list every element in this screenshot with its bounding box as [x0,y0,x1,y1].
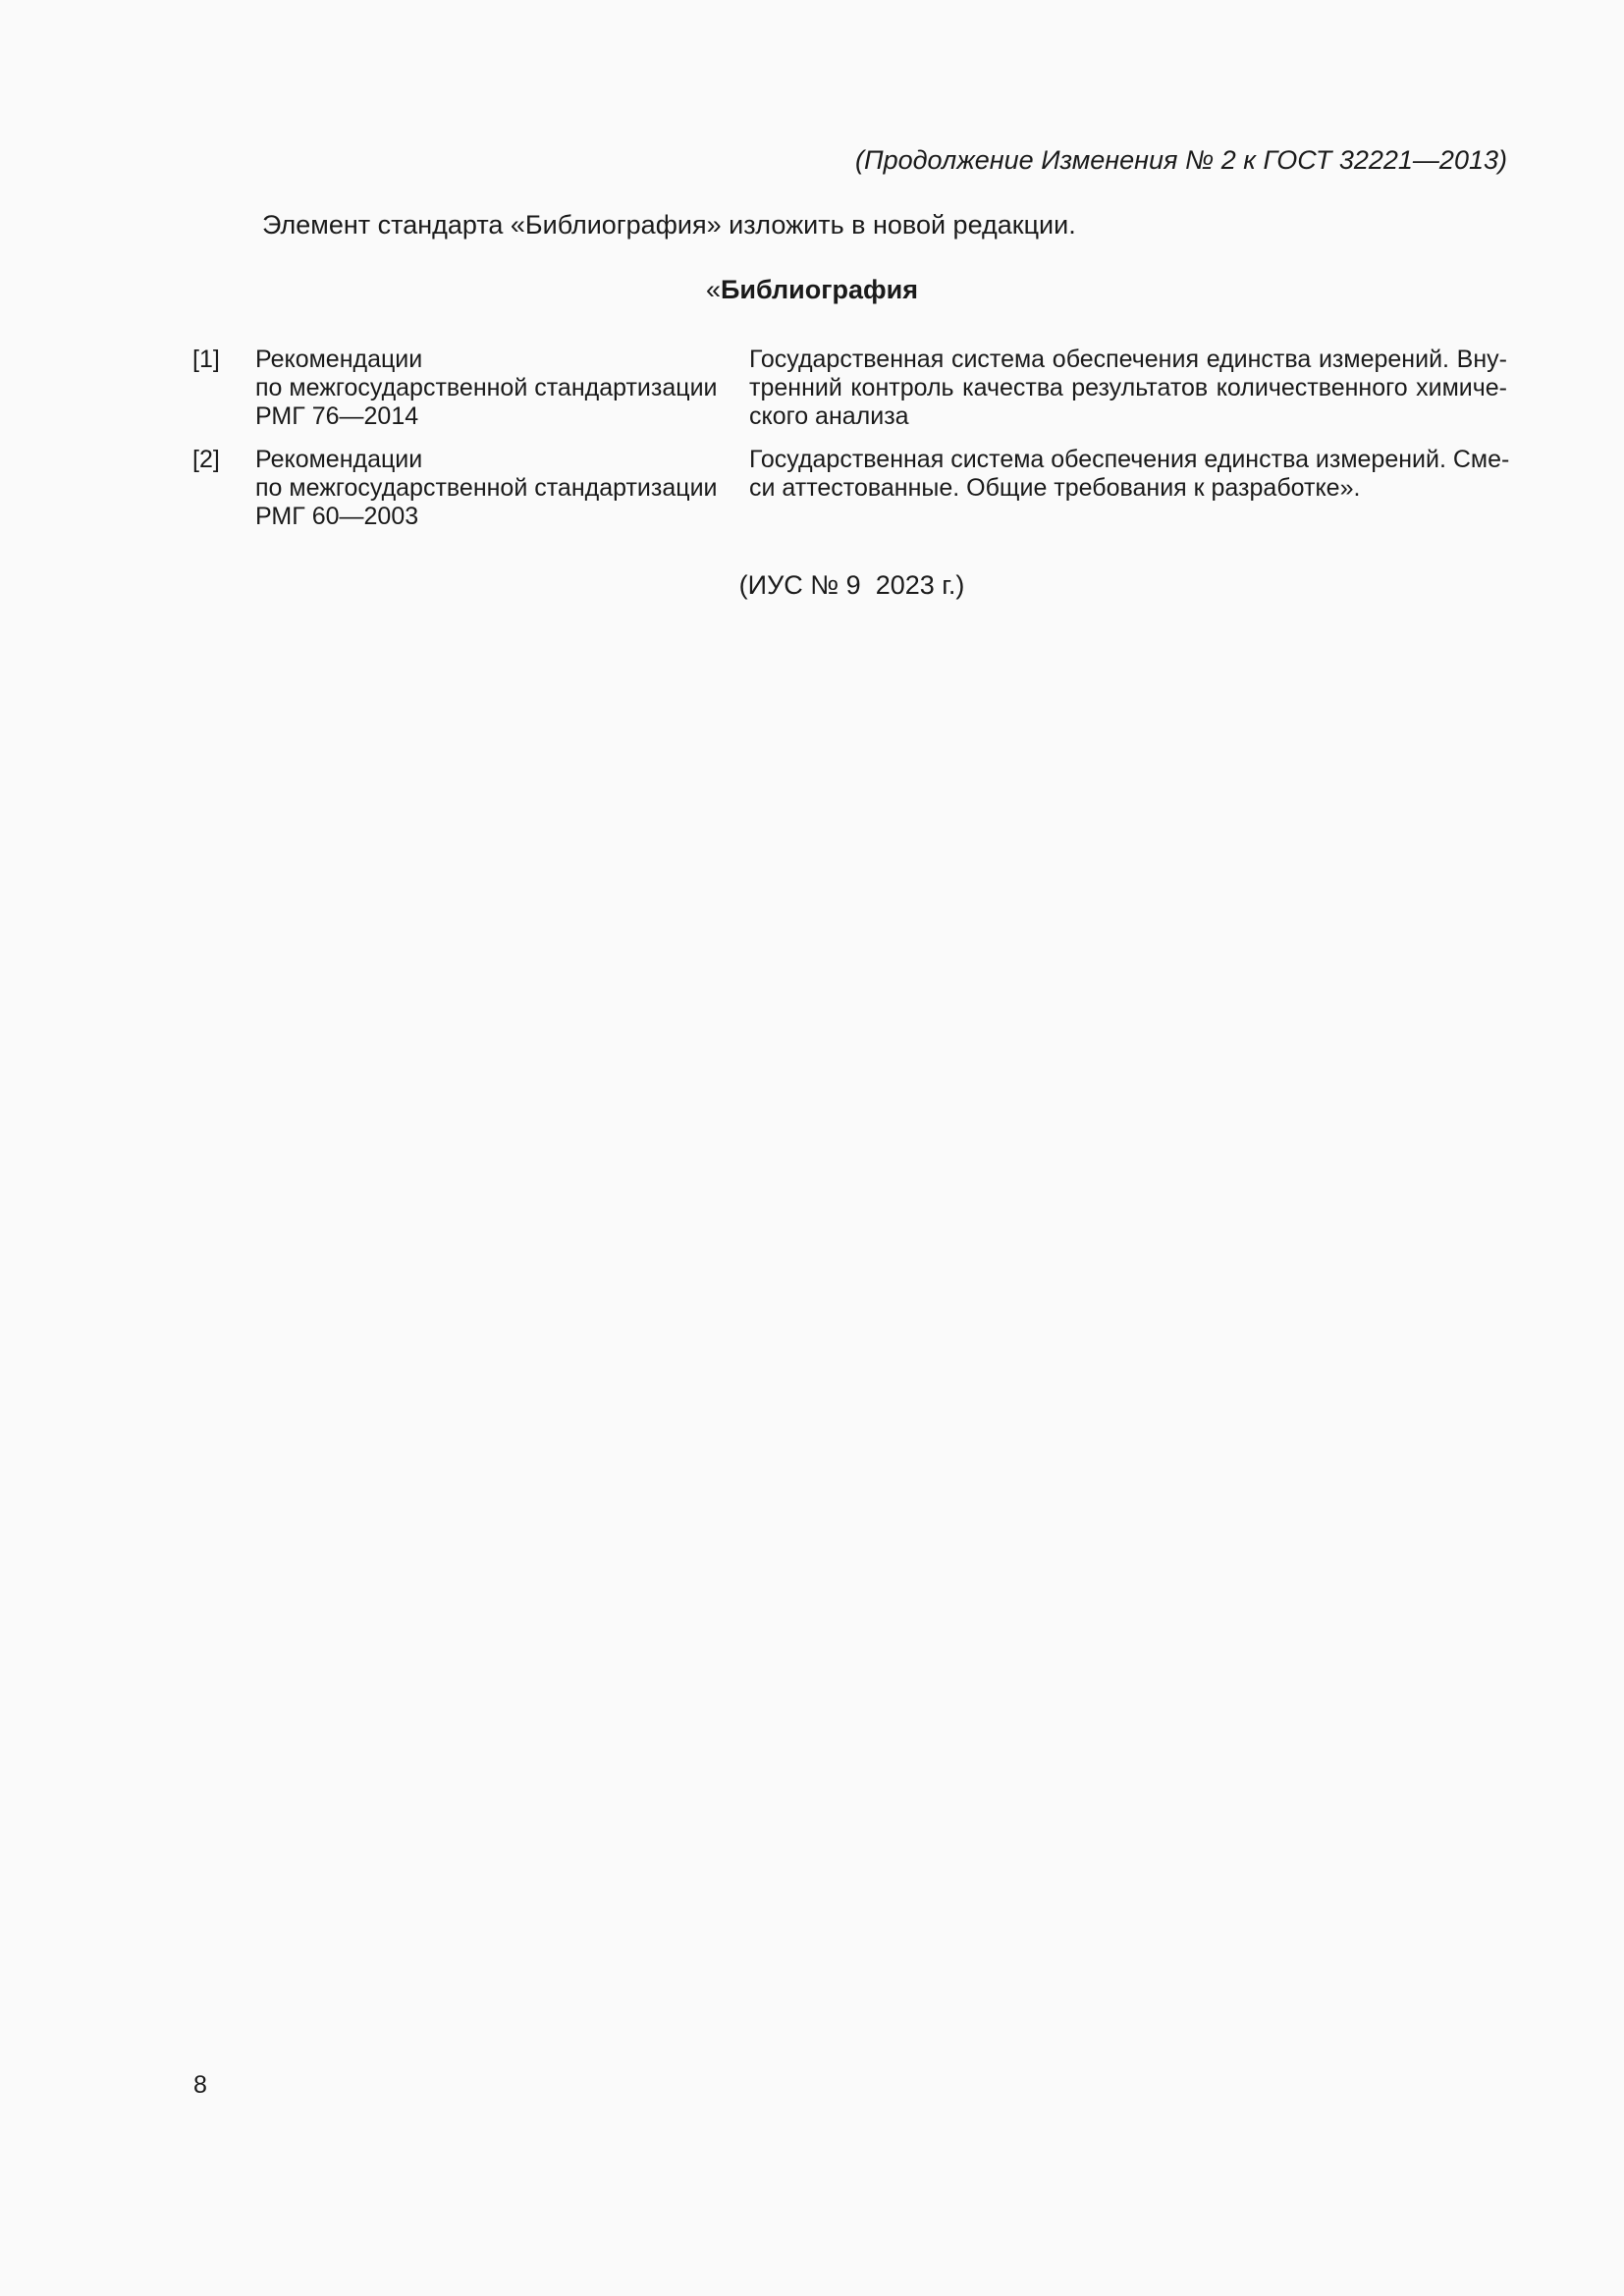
entry-title [749,446,1510,503]
instruction-text: Элемент стандарта «Библиография» изложить в новой редакции. [262,210,1076,240]
reference-line: РМГ 60—2003 [255,503,419,530]
reference-line: по межгосударственной стандартизации [255,374,718,401]
entry-title [749,346,1507,431]
entry-reference [255,346,717,431]
title-line: Государственная система обеспечения единства измерений. Сме- [749,446,1510,473]
entry-number: [1] [192,346,220,373]
entry-number: [2] [192,446,220,473]
entry-reference [255,446,717,531]
reference-line: РМГ 76—2014 [255,402,419,430]
bibliography-title: Библиография [721,275,918,304]
source-note: (ИУС № 9 2023 г.) [738,570,965,600]
reference-line: Рекомендации [255,346,423,373]
title-line: си аттестованные. Общие требования к разработке». [749,474,1361,502]
bibliography-heading [0,275,1624,305]
bibliography-entry-1 [192,346,1507,434]
title-line: Государственная система обеспечения единства измерений. Вну- [749,346,1507,373]
reference-line: Рекомендации [255,446,423,473]
title-line: тренний контроль качества результатов количественного химиче- [749,374,1507,401]
opening-quote: « [705,275,722,304]
title-line: ского анализа [749,402,909,430]
page-number: 8 [193,2071,207,2099]
continuation-header: (Продолжение Изменения № 2 к ГОСТ 32221—2013) [855,145,1507,175]
bibliography-entry-2 [192,446,1510,534]
reference-line: по межгосударственной стандартизации [255,474,718,502]
